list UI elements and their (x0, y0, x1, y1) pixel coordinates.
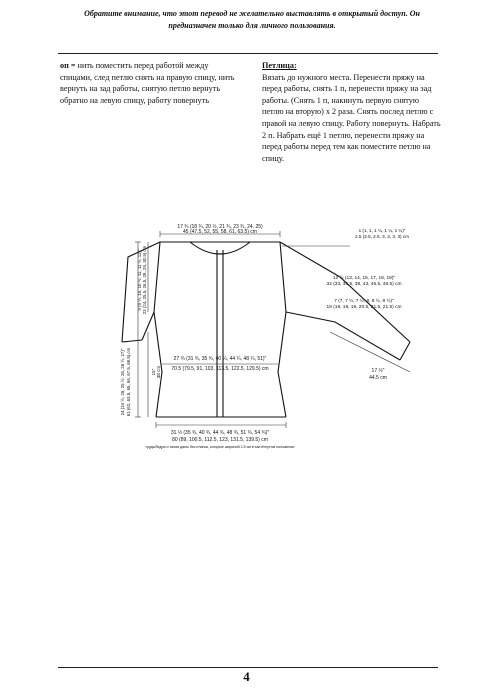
hip-inches: 31 ½ (35 ¾, 40 ¾, 44 ¾, 48 ¾, 51 ¾, 54 ¾)" (170, 430, 270, 436)
right-top-cm: 2.5 (2.5, 2.5, 3, 3, 3, 3) cm (355, 234, 409, 239)
abbreviation-definition (60, 60, 238, 106)
body-length-inches: 15" (151, 368, 156, 376)
right-column (262, 60, 442, 164)
notice-line-2: предназначен только для личного пользования. (168, 21, 336, 30)
waist-inches: 27 ¾ (31 ¾, 35 ¾, 40 ¼, 44 ¼, 48 ¼, 51)" (173, 356, 267, 362)
sleeve-lower-inches: 7 (7, 7 ½, 7 ½, 8, 8 ½, 8 ½)" (334, 299, 394, 304)
sleeve-lower-cm: 18 (18, 19, 19, 20.5, 21.5, 21.5) cm (326, 305, 402, 310)
buttonhole-heading: Петлица: (262, 61, 297, 70)
privacy-notice (62, 8, 442, 32)
bottom-divider (58, 667, 438, 668)
schematic-diagram (120, 222, 450, 462)
left-column (60, 60, 238, 106)
armhole-cm: 23 (24, 25.5, 26.5, 28, 29, 30.5) cm (142, 245, 147, 315)
sleeve-length-inches: 17 ½" (371, 368, 385, 374)
buttonhole-text: Вязать до нужного места. Перенести пряжу на перед работы, снять 1 п, перенести пряжу на зад работы. (Снять 1 п, накинуть первую снятую петлю на вторую) х 2 раза. Снять послед петлю с правой на левую спицу. Работу повернуть. Набрать 2 п. Набрать ещё 1 петлю, перенести пряжу на перед работы перед тем как поместите петлю на спицу. (262, 72, 441, 163)
sleeve-upper-inches: 12 ½ (13, 14, 15, 17, 18, 19)" (332, 276, 396, 281)
top-divider (58, 53, 438, 54)
hip-cm: 80 (89, 100.5, 112.5, 123, 131.5, 139.5) cm (172, 437, 268, 443)
armhole-inches: 9 (9 ½, 10, 10 ½, 11, 11 ½, 12)" (137, 249, 142, 311)
abbreviation-term: оп = (60, 61, 76, 70)
top-width-inches: 17 ¾ (18 ¾, 20 ½, 21 ¾, 23 ¾, 24, 25) (177, 224, 263, 230)
notice-line-1: Обратите внимание, что этот перевод не желательно выставлять в открытый доступ. Он (84, 9, 420, 18)
waist-cm: 70.5 (79.5, 91, 103, 113.5, 122.5, 129.5) cm (171, 366, 269, 372)
page-number: 4 (243, 669, 250, 684)
measurement-labels (120, 223, 409, 449)
diagram-caption: грудь/бедра и талия даны без планок, которые шириной 2.5 см в застёгнутом положении (145, 445, 295, 449)
top-width-cm: 45 (47.5, 52, 55, 58, 61, 63.5) cm (183, 229, 257, 235)
abbreviation-text: нить поместить перед работой между спицами, след петлю снять на правую спицу, нить вернуть на зад работы, снятую петлю вернуть обратно на левую спицу, работу повернуть (60, 61, 235, 105)
sleeve-length-cm: 44.5 cm (369, 375, 387, 381)
sleeve-upper-cm: 32 (33, 35.5, 38, 43, 45.5, 48.5) cm (326, 282, 402, 287)
right-top-inches: 1 (1, 1, 1 ¼, 1 ¼, 1 ¼)" (358, 228, 406, 233)
left-outer-inches: 24 (24 ½, 25, 25 ½, 26, 26 ½, 27)" (120, 348, 125, 416)
garment-outline (122, 242, 410, 417)
dimension-lines (135, 231, 410, 428)
left-outer-cm: 61 (62, 63.5, 65, 66, 67.5, 68.5) cm (126, 347, 131, 417)
body-length-cm: 38 cm (156, 365, 161, 379)
